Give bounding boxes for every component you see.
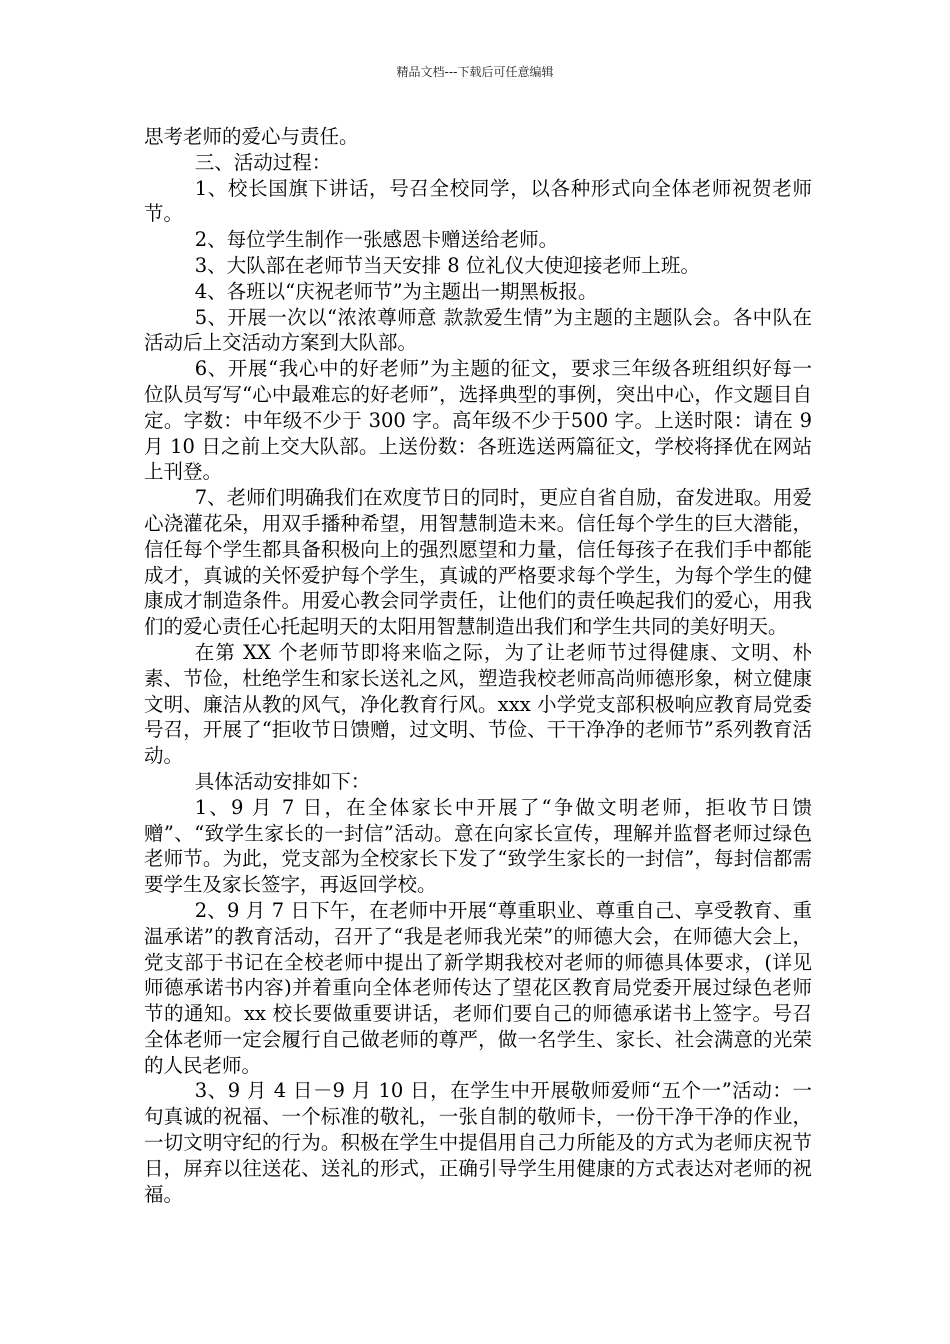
paragraph: 2、9 月 7 日下午，在老师中开展“尊重职业、尊重自己、享受教育、重温承诺”的教育活动，召开了“我是老师我光荣”的师德大会，在师德大会上，党支部于书记在全校老师中提出了新学期我校对老师的师德具体要求，(详见师德承诺书内容)并着重向全体老师传达了望花区教育局党委开展过绿色老师节的通知。xx 校长要做重要讲话，老师们要自己的师德承诺书上签字。号召全体老师一定会履行自己做老师的尊严，做一名学生、家长、社会满意的光荣的人民老师。 bbox=[144, 898, 812, 1077]
paragraph: 1、9 月 7 日，在全体家长中开展了“争做文明老师，拒收节日馈赠”、“致学生家长的一封信”活动。意在向家长宣传，理解并监督老师过绿色老师节。为此，党支部为全校家长下发了“致学生家长的一封信”，每封信都需要学生及家长签字，再返回学校。 bbox=[144, 795, 812, 897]
paragraph: 6、开展“我心中的好老师”为主题的征文，要求三年级各班组织好每一位队员写写“心中最难忘的好老师”，选择典型的事例，突出中心，作文题目自定。字数：中年级不少于 300 字。高年级不少于500 字。上送时限：请在 9 月 10 日之前上交大队部。上送份数：各班选送两篇征文，学校将择优在网站上刊登。 bbox=[144, 357, 812, 484]
paragraph: 思考老师的爱心与责任。 bbox=[144, 125, 359, 148]
paragraph: 3、9 月 4 日－9 月 10 日，在学生中开展敬师爱师“五个一”活动：一句真诚的祝福、一个标准的敬礼，一张自制的敬师卡，一份干净干净的作业，一切文明守纪的行为。积极在学生中提倡用自己力所能及的方式为老师庆祝节日，屏弃以往送花、送礼的形式，正确引导学生用健康的方式表达对老师的祝福。 bbox=[144, 1079, 812, 1206]
paragraph: 1、校长国旗下讲话，号召全校同学，以各种形式向全体老师祝贺老师节。 bbox=[144, 176, 812, 226]
paragraph: 2、每位学生制作一张感恩卡赠送给老师。 bbox=[194, 228, 559, 252]
section-heading: 三、活动过程： bbox=[194, 150, 332, 174]
paragraph: 4、各班以“庆祝老师节”为主题出一期黑板报。 bbox=[194, 279, 598, 303]
paragraph: 7、老师们明确我们在欢度节日的同时，更应自省自励，奋发进取。用爱心浇灌花朵，用双手播种希望，用智慧制造未来。信任每个学生的巨大潜能，信任每个学生都具备积极向上的强烈愿望和力量，信任每孩子在我们手中都能成才，真诚的关怀爱护每个学生，真诚的严格要求每个学生，为每个学生的健康成才制造条件。用爱心教会同学责任，让他们的责任唤起我们的爱心，用我们的爱心责任心托起明天的太阳用智慧制造出我们和学生共同的美好明天。 bbox=[144, 486, 812, 639]
document-body bbox=[144, 124, 812, 1207]
section-heading: 具体活动安排如下： bbox=[194, 769, 371, 793]
paragraph: 在第 XX 个老师节即将来临之际，为了让老师节过得健康、文明、朴素、节俭，杜绝学生和家长送礼之风，塑造我校老师高尚师德形象，树立健康文明、廉洁从教的风气，净化教育行风。xxx 小学党支部积极响应教育局党委号召，开展了“拒收节日馈赠，过文明、节俭、干干净净的老师节”系列教育活动。 bbox=[144, 640, 812, 768]
paragraph: 3、大队部在老师节当天安排 8 位礼仪大使迎接老师上班。 bbox=[194, 253, 700, 277]
page-header: 精品文档---下载后可任意编辑 bbox=[396, 65, 554, 79]
paragraph: 5、开展一次以“浓浓尊师意 款款爱生情”为主题的主题队会。各中队在活动后上交活动方案到大队部。 bbox=[144, 305, 812, 355]
